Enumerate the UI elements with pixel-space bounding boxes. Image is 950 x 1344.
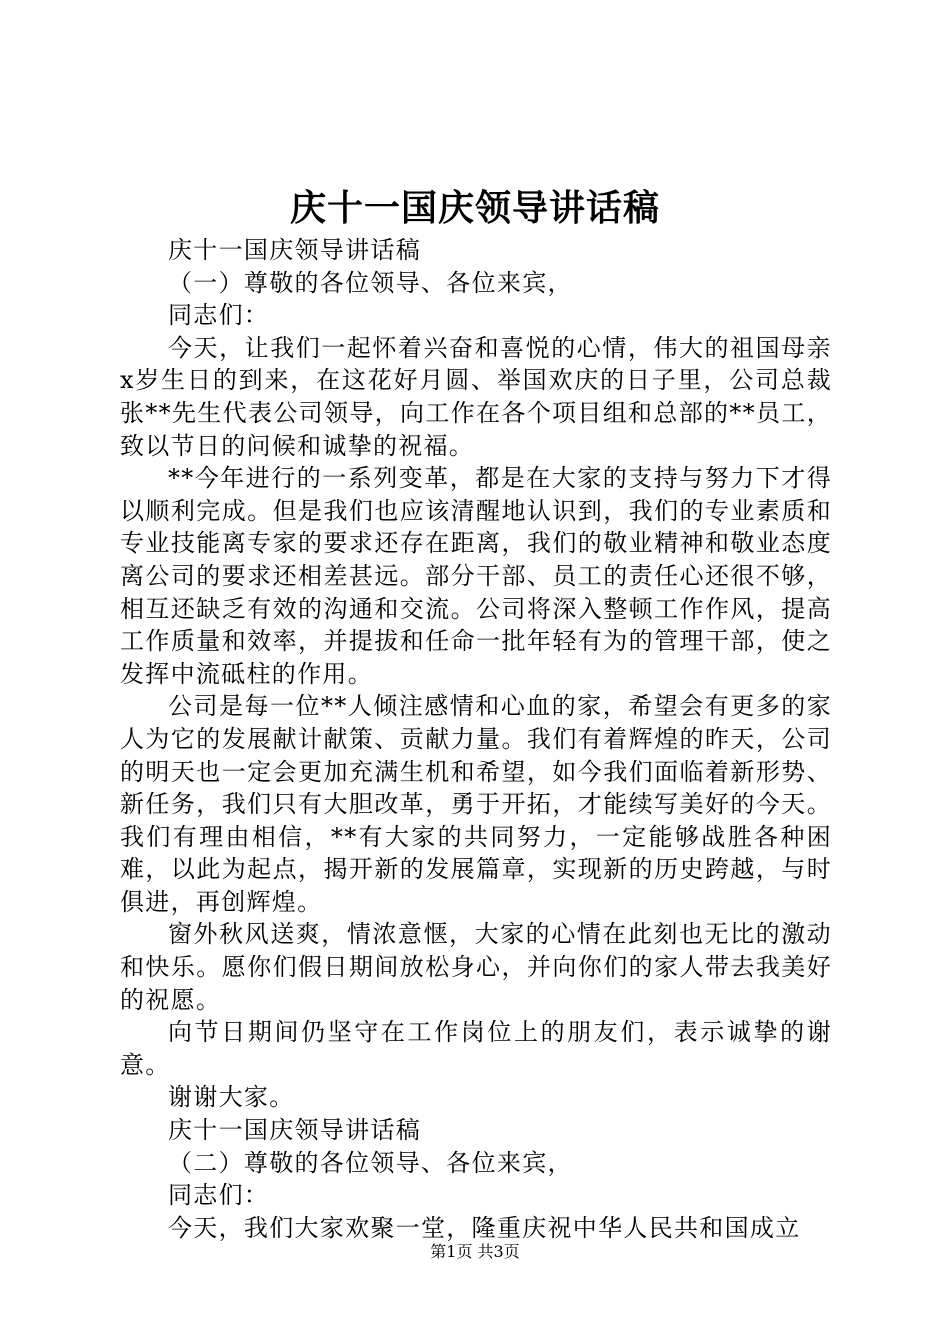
paragraph-comrades-1: 同志们： xyxy=(168,301,270,330)
paragraph-salutation-2: （二）尊敬的各位领导、各位来宾， xyxy=(168,1148,573,1177)
paragraph-thanks: 谢谢大家。 xyxy=(168,1083,295,1112)
paragraph-body: 今天，让我们一起怀着兴奋和喜悦的心情，伟大的祖国母亲x岁生日的到来，在这花好月圆、举国欢庆的日子里，公司总裁张**先生代表公司领导，向工作在各个项目组和总部的**员工，致以节日的问候和诚挚的祝福。 xyxy=(120,333,832,460)
paragraph-salutation-1: （一）尊敬的各位领导、各位来宾， xyxy=(168,268,573,297)
document-body xyxy=(120,234,832,1244)
document-title: 庆十一国庆领导讲话稿 xyxy=(289,187,660,229)
paragraph-body: **今年进行的一系列变革，都是在大家的支持与努力下才得以顺利完成。但是我们也应该清醒地认识到，我们的专业素质和专业技能离专家的要求还存在距离，我们的敬业精神和敬业态度离公司的要求还相差甚远。部分干部、员工的责任心还很不够，相互还缺乏有效的沟通和交流。公司将深入整顿工作作风，提高工作质量和效率，并提拔和任命一批年轻有为的管理干部，使之发挥中流砥柱的作用。 xyxy=(120,464,832,688)
paragraph-heading-2: 庆十一国庆领导讲话稿 xyxy=(168,1116,421,1145)
paragraph-body: 窗外秋风送爽，情浓意惬，大家的心情在此刻也无比的激动和快乐。愿你们假日期间放松身心，并向你们的家人带去我美好的祝愿。 xyxy=(120,920,832,1014)
paragraph-body: 今天，我们大家欢聚一堂，隆重庆祝中华人民共和国成立 xyxy=(168,1213,801,1242)
paragraph-body: 向节日期间仍坚守在工作岗位上的朋友们，表示诚挚的谢意。 xyxy=(120,1018,832,1079)
paragraph-body: 公司是每一位**人倾注感情和心血的家，希望会有更多的家人为它的发展献计献策、贡献力量。我们有着辉煌的昨天，公司的明天也一定会更加充满生机和希望，如今我们面临着新形势、新任务，我们只有大胆改革，勇于开拓，才能续写美好的今天。我们有理由相信，**有大家的共同努力，一定能够战胜各种困难，以此为起点，揭开新的发展篇章，实现新的历史跨越，与时俱进，再创辉煌。 xyxy=(120,692,832,916)
paragraph-heading-1: 庆十一国庆领导讲话稿 xyxy=(168,236,421,264)
page-number-footer: 第1页 共3页 xyxy=(430,1242,520,1261)
paragraph-comrades-2: 同志们： xyxy=(168,1181,270,1210)
